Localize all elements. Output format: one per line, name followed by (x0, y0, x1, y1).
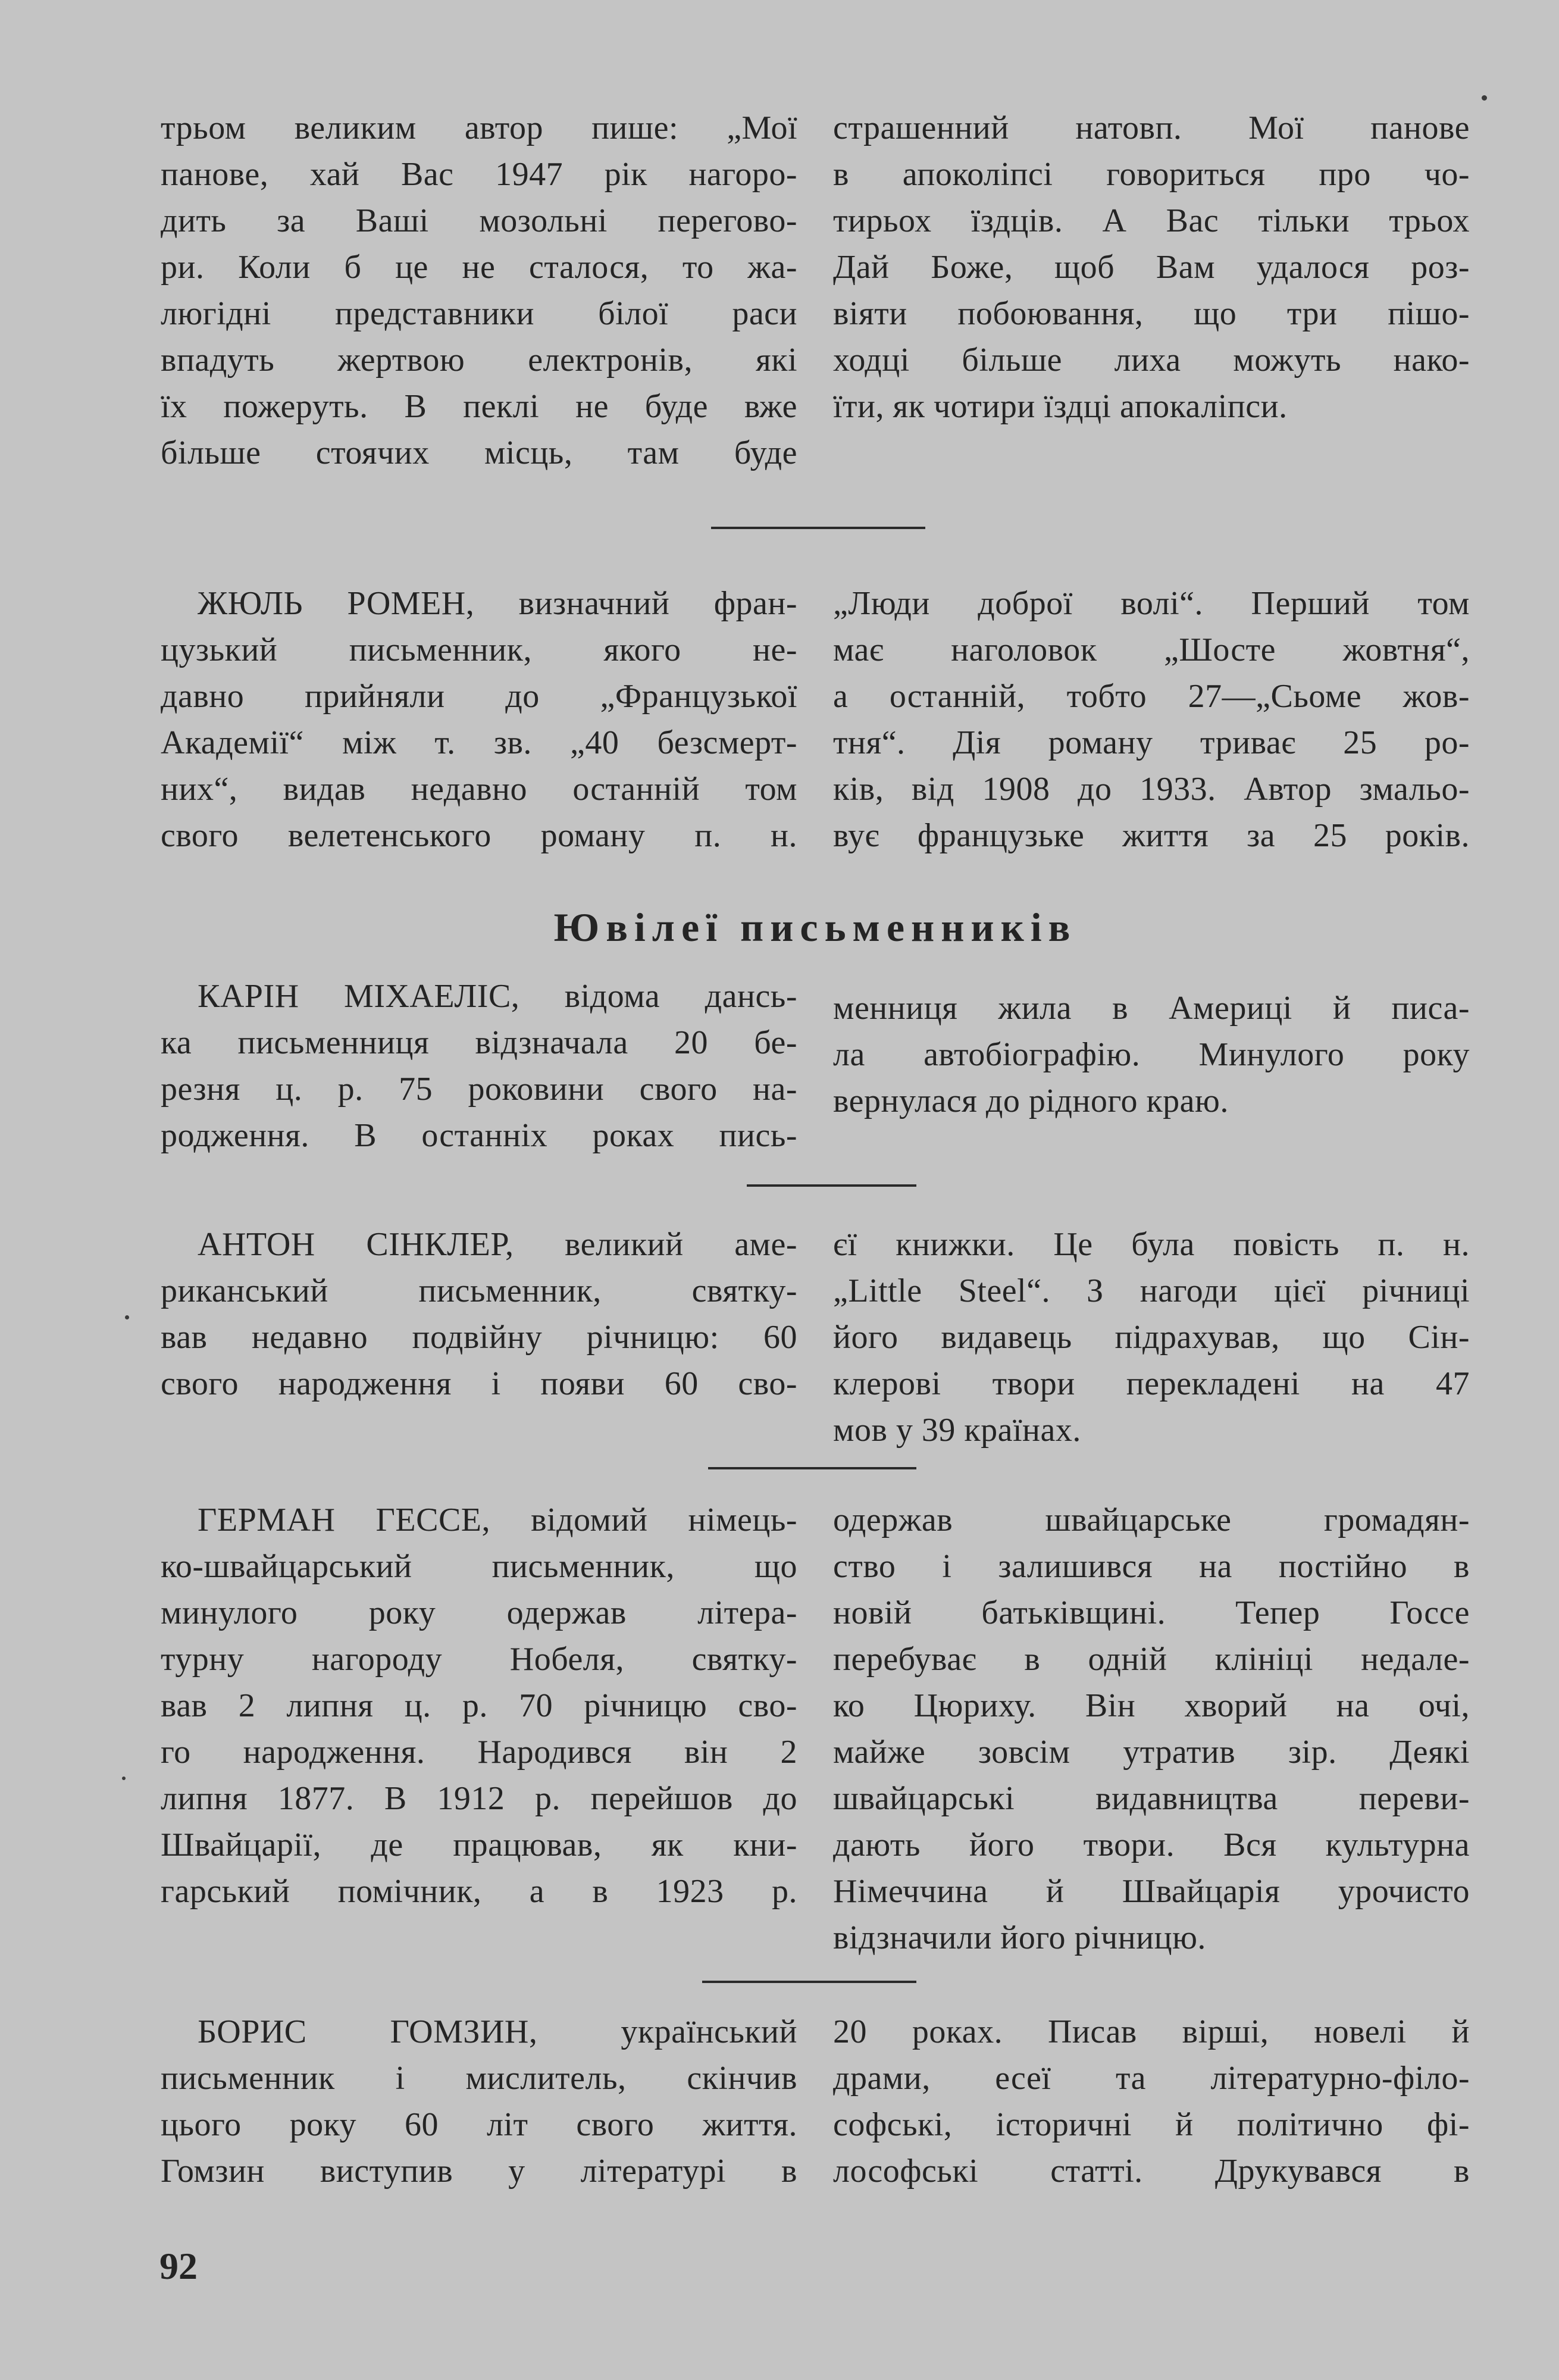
text-line: трьом великим автор пише: „Мої (161, 110, 797, 146)
left-column (161, 1221, 797, 1453)
text-line: страшенний натовп. Мої панове (833, 110, 1470, 146)
separator-rule (747, 1184, 916, 1187)
text-line: ходці більше лиха можуть нако- (833, 342, 1470, 379)
text-line: тирьох їздців. А Вас тільки трьох (833, 202, 1470, 239)
separator-rule (702, 1981, 916, 1983)
text-line: ГЕРМАН ГЕССЕ, відомий німець- (198, 1502, 797, 1538)
text-line: їх пожеруть. В пеклі не буде вже (161, 388, 797, 425)
text-line: драми, есеї та літературно-філо- (833, 2060, 1470, 2097)
text-line: одержав швайцарське громадян- (833, 1502, 1470, 1538)
text-line: „Люди доброї волі“. Перший том (833, 585, 1470, 622)
text-line: більше стоячих місць, там буде (161, 434, 797, 471)
text-line: лософські статті. Друкувався в (833, 2153, 1470, 2190)
text-line: цузький письменник, якого не- (161, 631, 797, 668)
text-line: родження. В останніх роках пись- (161, 1117, 797, 1154)
text-line: Швайцарії, де працював, як кни- (161, 1827, 797, 1863)
text-line: ко Цюриху. Він хворий на очі, (833, 1687, 1470, 1724)
text-line: вав недавно подвійну річницю: 60 (161, 1319, 797, 1356)
text-line: вав 2 липня ц. р. 70 річницю сво- (161, 1687, 797, 1724)
text-line: вернулася до рідного краю. (833, 1083, 1229, 1119)
text-line: ЖЮЛЬ РОМЕН, визначний фран- (198, 585, 797, 622)
text-line: впадуть жертвою електронів, які (161, 342, 797, 379)
text-line: перебуває в одній клініці недале- (833, 1641, 1470, 1678)
left-column (161, 580, 797, 859)
right-column (833, 580, 1470, 859)
left-column (161, 1497, 797, 1961)
text-line: свого народження і появи 60 сво- (161, 1365, 797, 1402)
left-column (161, 105, 797, 476)
text-line: давно прийняли до „Французької (161, 678, 797, 715)
news-item-hesse (161, 1497, 1470, 1961)
section-heading: Ювілеї письменників (553, 905, 1077, 950)
text-line: го народження. Народився він 2 (161, 1734, 797, 1771)
text-line: майже зовсім утратив зір. Деякі (833, 1734, 1470, 1771)
right-column (833, 2009, 1470, 2194)
separator-rule (711, 527, 925, 529)
text-line: дають його твори. Вся культурна (833, 1827, 1470, 1863)
text-line: дить за Ваші мозольні перегово- (161, 202, 797, 239)
text-line: БОРИС ГОМЗИН, український (198, 2013, 797, 2050)
text-line: клерові твори перекладені на 47 (833, 1365, 1470, 1402)
text-line: тня“. Дія роману триває 25 ро- (833, 724, 1470, 761)
text-line: них“, видав недавно останній том (161, 771, 797, 808)
text-line: ство і залишився на постійно в (833, 1548, 1470, 1585)
text-line: ри. Коли б це не сталося, то жа- (161, 249, 797, 286)
scan-speck (125, 1315, 129, 1319)
text-line: турну нагороду Нобеля, святку- (161, 1641, 797, 1678)
text-line: в апоколіпсі говориться про чо- (833, 156, 1470, 193)
left-column (161, 973, 797, 1159)
scan-speck (1482, 95, 1487, 101)
text-line: риканський письменник, святку- (161, 1272, 797, 1309)
right-column (833, 1497, 1470, 1961)
news-item-homzyn (161, 2009, 1470, 2194)
right-column (833, 973, 1470, 1159)
text-line: ків, від 1908 до 1933. Автор змальо- (833, 771, 1470, 808)
text-line: Дай Боже, щоб Вам удалося роз- (833, 249, 1470, 286)
text-line: вує французьке життя за 25 років. (833, 817, 1470, 854)
text-line: липня 1877. В 1912 р. перейшов до (161, 1780, 797, 1817)
article-continuation (161, 105, 1470, 476)
text-line: єї книжки. Це була повість п. н. (833, 1226, 1470, 1263)
text-line: люгідні представники білої раси (161, 295, 797, 332)
text-line: гарський помічник, а в 1923 р. (161, 1873, 797, 1910)
news-item-romains (161, 580, 1470, 859)
text-line: резня ц. р. 75 роковини свого на- (161, 1071, 797, 1108)
text-line: мов у 39 країнах. (833, 1412, 1081, 1449)
text-line: софські, історичні й політично фі- (833, 2106, 1470, 2143)
text-line: письменник і мислитель, скінчив (161, 2060, 797, 2097)
text-line: Академії“ між т. зв. „40 безсмерт- (161, 724, 797, 761)
separator-rule (708, 1467, 916, 1469)
left-column (161, 2009, 797, 2194)
text-line: 20 роках. Писав вірші, новелі й (833, 2013, 1470, 2050)
text-line: а останній, тобто 27—„Сьоме жов- (833, 678, 1470, 715)
text-line: Гомзин виступив у літературі в (161, 2153, 797, 2190)
text-line: Німеччина й Швайцарія урочисто (833, 1873, 1470, 1910)
text-line: новій батьківщині. Тепер Госсе (833, 1594, 1470, 1631)
page-number: 92 (159, 2245, 198, 2287)
text-line: цього року 60 літ свого життя. (161, 2106, 797, 2143)
text-line: швайцарські видавництва переви- (833, 1780, 1470, 1817)
text-line: ка письменниця відзначала 20 бе- (161, 1024, 797, 1061)
text-line: свого велетенського роману п. н. (161, 817, 797, 854)
text-line: ла автобіографію. Минулого року (833, 1036, 1470, 1073)
text-line: КАРІН МІХАЕЛІС, відома дансь- (198, 978, 797, 1015)
right-column (833, 1221, 1470, 1453)
text-line: ко-швайцарський письменник, що (161, 1548, 797, 1585)
text-line: їти, як чотири їздці апокаліпси. (833, 388, 1288, 425)
text-line: його видавець підрахував, що Сін- (833, 1319, 1470, 1356)
text-line: „Little Steel“. З нагоди цієї річниці (833, 1272, 1470, 1309)
text-line: віяти побоювання, що три пішо- (833, 295, 1470, 332)
text-line: минулого року одержав літера- (161, 1594, 797, 1631)
text-line: відзначили його річницю. (833, 1919, 1206, 1956)
news-item-sinclair (161, 1221, 1470, 1453)
text-line: АНТОН СІНКЛЕР, великий аме- (198, 1226, 797, 1263)
news-item-michaelis (161, 973, 1470, 1159)
text-line: панове, хай Вас 1947 рік нагоро- (161, 156, 797, 193)
text-line: має наголовок „Шосте жовтня“, (833, 631, 1470, 668)
scan-speck (122, 1777, 126, 1780)
text-line: менниця жила в Америці й писа- (833, 990, 1470, 1027)
right-column (833, 105, 1470, 476)
